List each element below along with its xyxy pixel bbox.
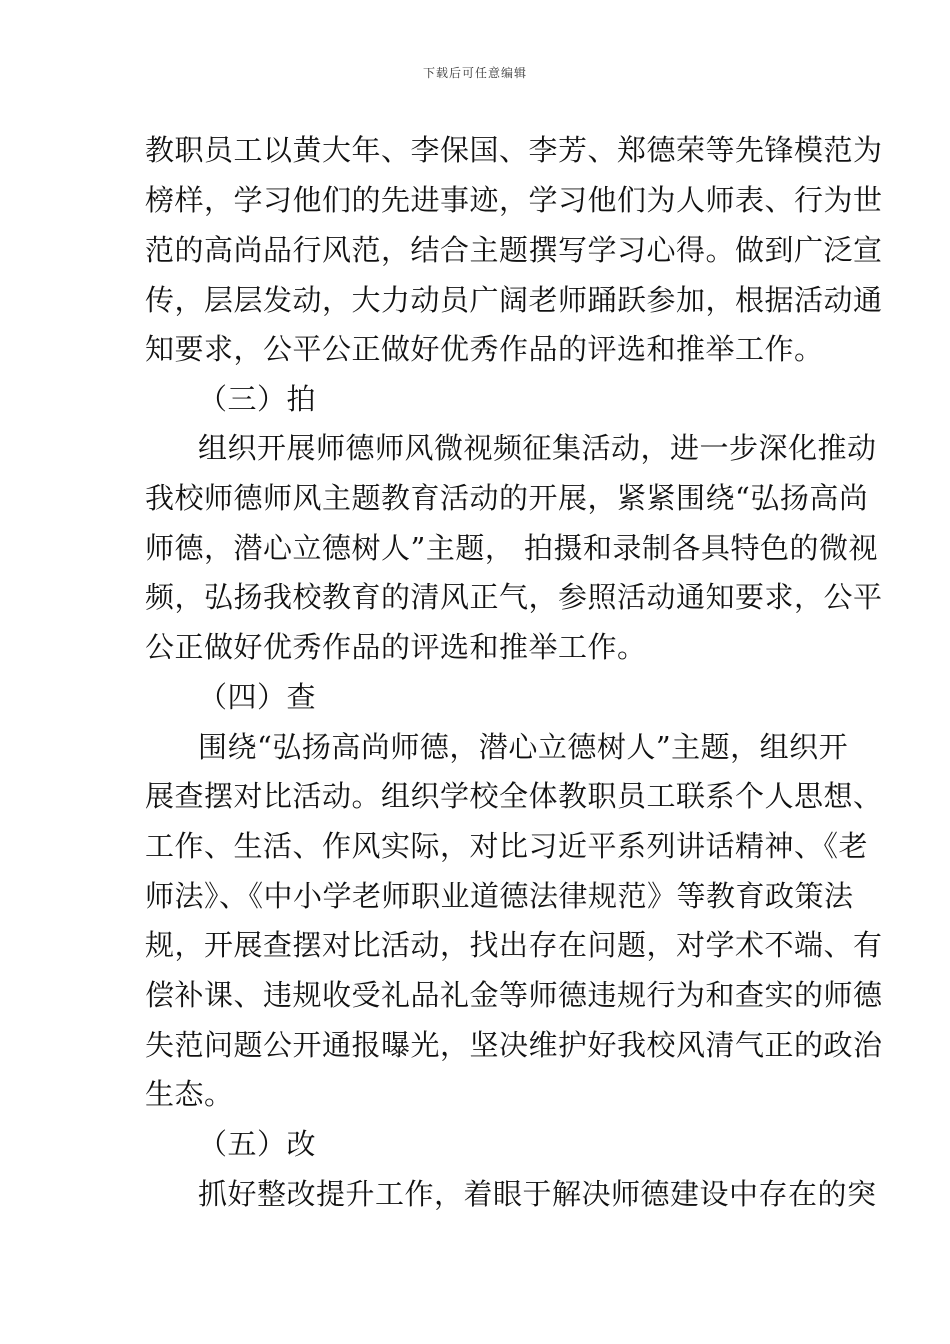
body-line: 偿补课、违规收受礼品礼金等师德违规行为和查实的师德 xyxy=(145,978,883,1012)
paragraph-first-line: 组织开展师德师风微视频征集活动，进一步深化推动 xyxy=(198,431,877,465)
body-line: 师法》、《中小学老师职业道德法律规范》等教育政策法 xyxy=(145,879,854,913)
body-line: 工作、生活、作风实际，对比习近平系列讲话精神、《老 xyxy=(145,829,869,863)
body-line: 我校师德师风主题教育活动的开展，紧紧围绕“弘扬高尚 xyxy=(145,481,869,515)
body-line: 知要求，公平公正做好优秀作品的评选和推举工作。 xyxy=(145,332,824,366)
body-line: 失范问题公开通报曝光，坚决维护好我校风清气正的政治 xyxy=(145,1028,883,1062)
section-heading-5: （五）改 xyxy=(198,1127,317,1161)
body-line: 传，层层发动，大力动员广阔老师踊跃参加，根据活动通 xyxy=(145,283,883,317)
paragraph-first-line: 围绕“弘扬高尚师德，潜心立德树人”主题，组织开 xyxy=(198,730,849,764)
body-line: 生态。 xyxy=(145,1077,234,1111)
header-note: 下载后可任意编辑 xyxy=(422,66,527,80)
body-line: 展查摆对比活动。组织学校全体教职员工联系个人思想、 xyxy=(145,779,883,813)
body-line: 教职员工以黄大年、李保国、李芳、郑德荣等先锋模范为 xyxy=(145,133,883,167)
body-line: 频，弘扬我校教育的清风正气，参照活动通知要求，公平 xyxy=(145,580,883,614)
body-line: 范的高尚品行风范，结合主题撰写学习心得。做到广泛宣 xyxy=(145,233,883,267)
body-line: 规，开展查摆对比活动，找出存在问题，对学术不端、有 xyxy=(145,928,883,962)
paragraph-first-line: 抓好整改提升工作，着眼于解决师德建设中存在的突 xyxy=(198,1177,877,1211)
body-line: 公正做好优秀作品的评选和推举工作。 xyxy=(145,630,647,664)
body-line: 师德，潜心立德树人”主题， 拍摄和录制各具特色的微视 xyxy=(145,531,879,565)
body-line: 榜样，学习他们的先进事迹，学习他们为人师表、行为世 xyxy=(145,183,883,217)
section-heading-3: （三）拍 xyxy=(198,382,317,416)
section-heading-4: （四）查 xyxy=(198,680,317,714)
